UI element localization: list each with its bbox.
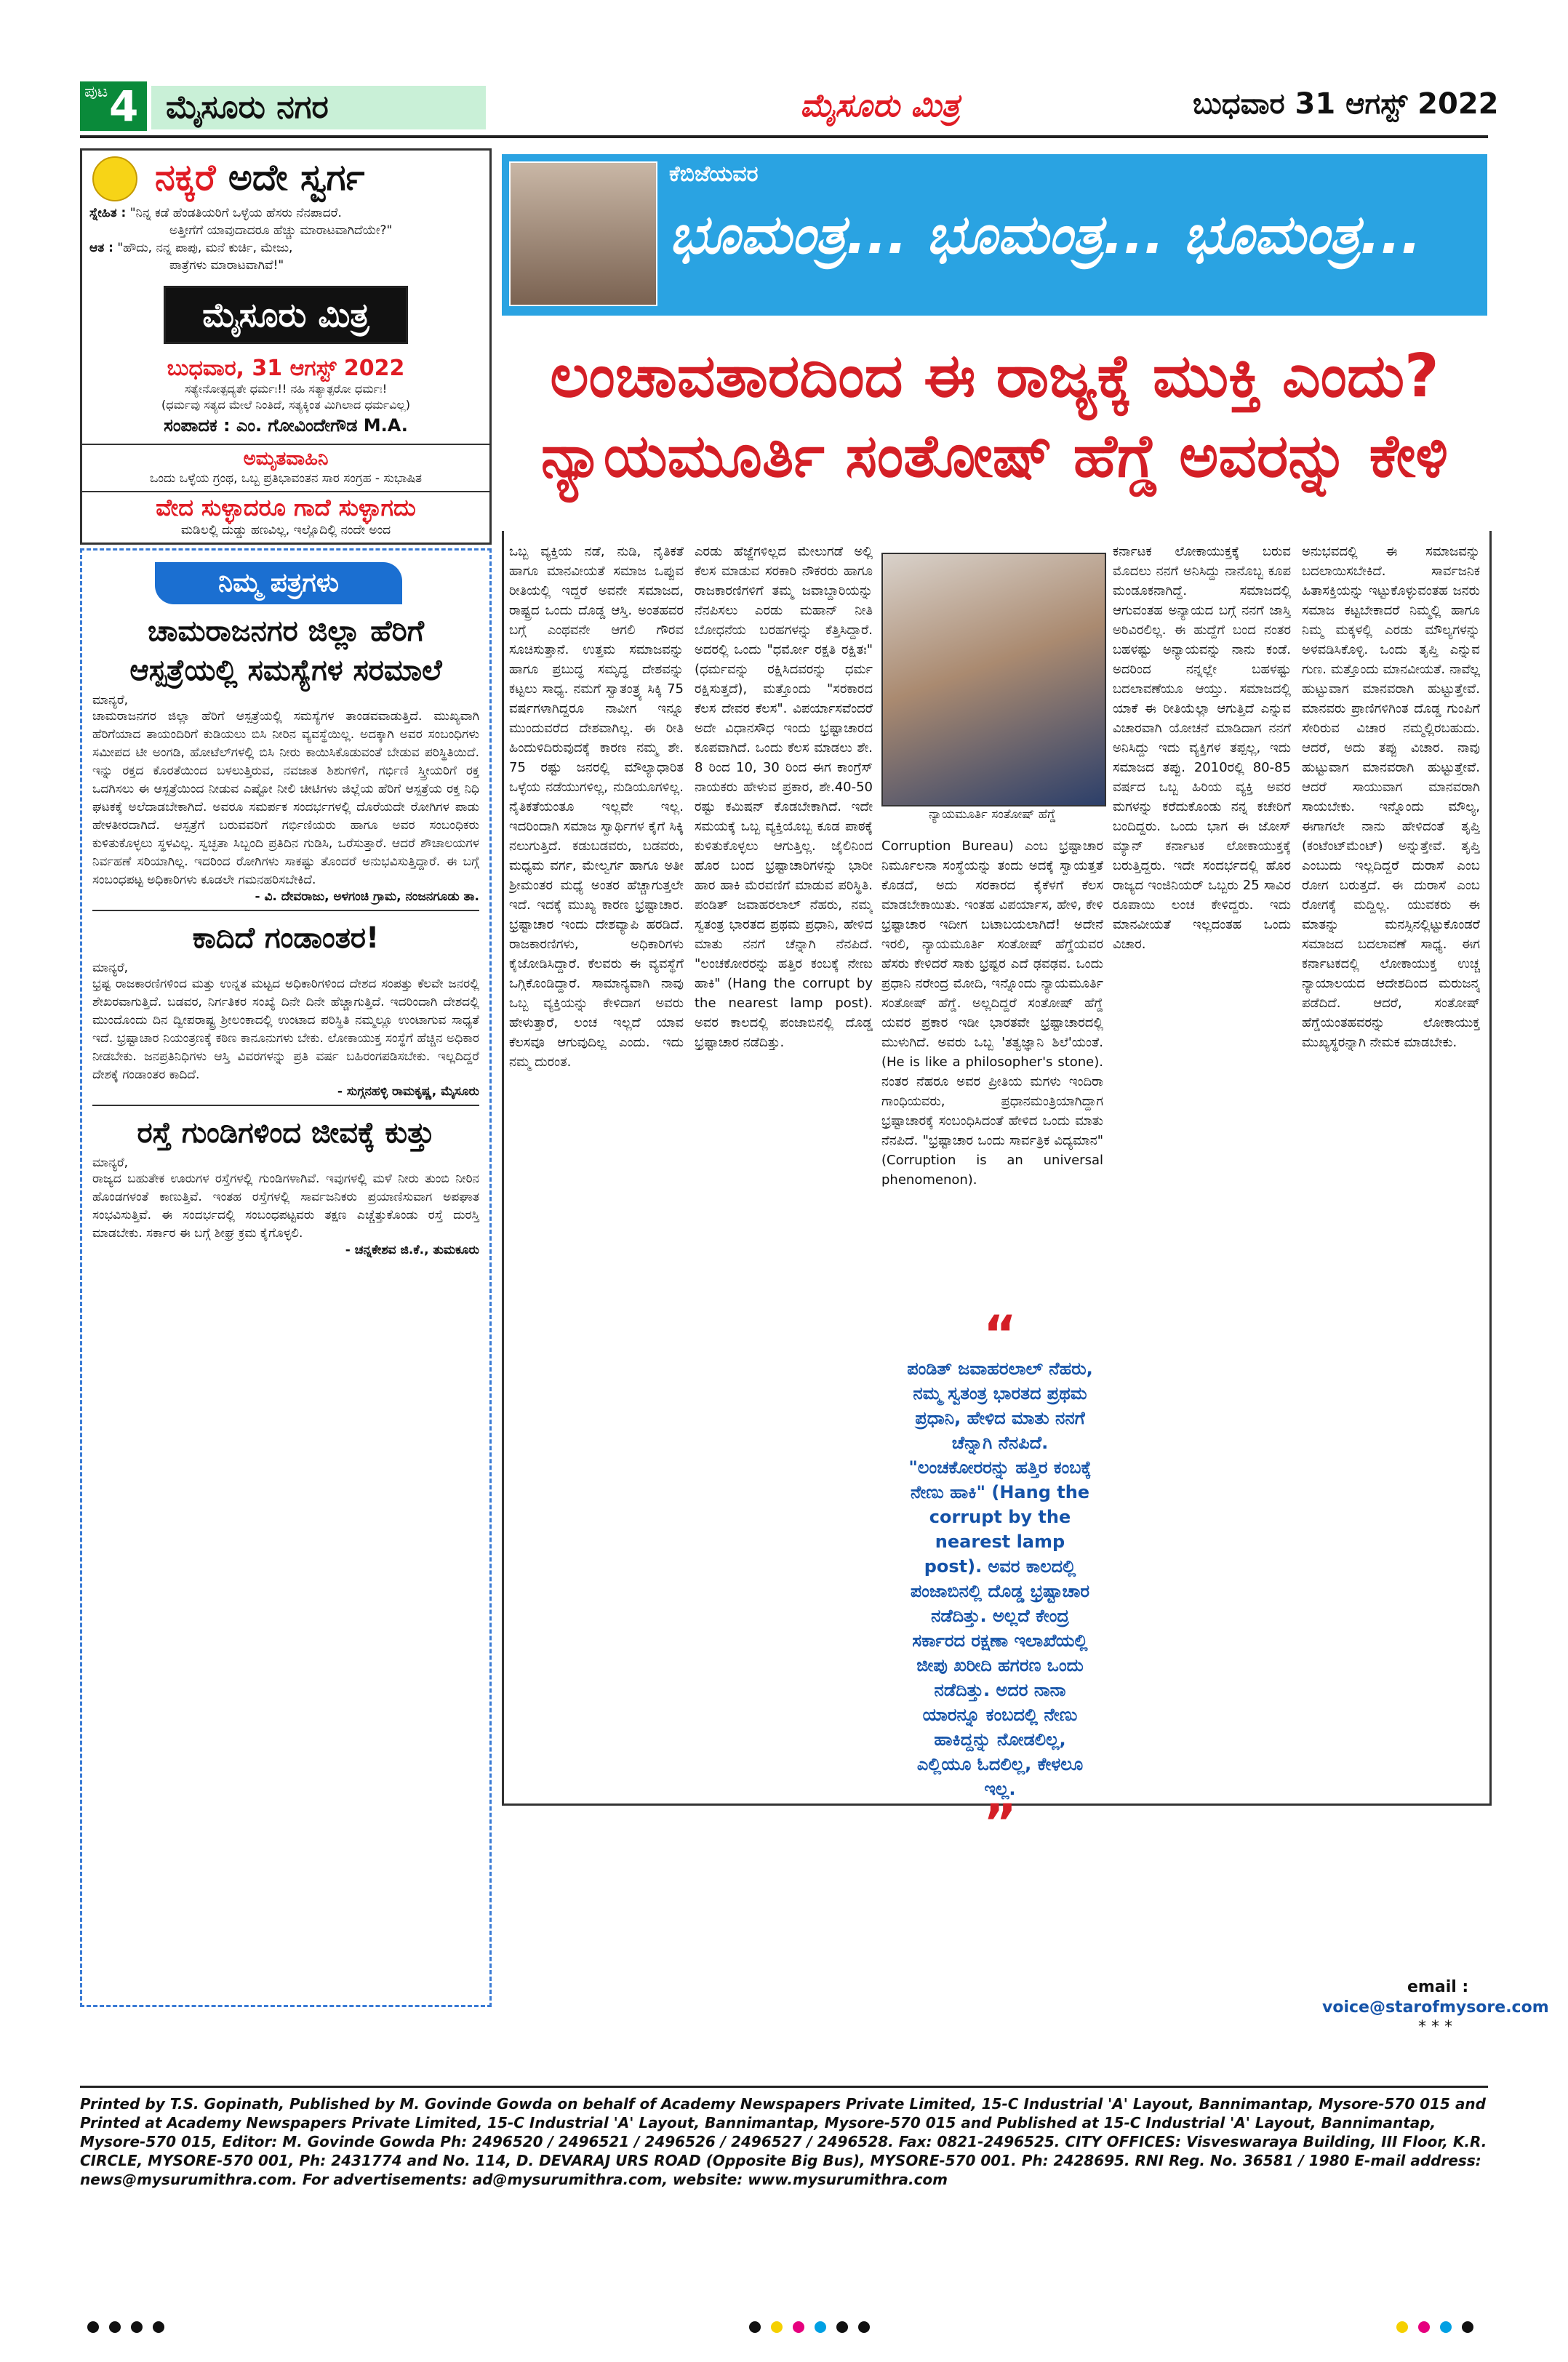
letter1-body: ಚಾಮರಾಜನಗರ ಜಿಲ್ಲಾ ಹೆರಿಗೆ ಆಸ್ಪತ್ರೆಯಲ್ಲಿ ಸಮಸ್ಯೆಗಳ ತಾಂಡವವಾಡುತ್ತಿದೆ. ಮುಖ್ಯವಾಗಿ ಹೆರಿಗೆಯಾದ ತಾಯಂದಿರಿಗೆ ಕುಡಿಯಲು ಬಿಸಿ ನೀರಿನ ವ್ಯವಸ್ಥೆಯಿಲ್ಲ. ಅದಕ್ಕಾಗಿ ಅವರ ಸಂಬಂಧಿಗಳು ಸಮೀಪದ ಟೀ ಅಂಗಡಿ, ಹೋಟೆಲ್‌ಗಳಲ್ಲಿ ಬಿಸಿ ನೀರು ಕಾಯಿಸಿಕೊಡುವಂತೆ ಬೇಡುವ ಪರಿಸ್ಥಿತಿಯಿದೆ. ಇನ್ನು ರಕ್ತದ ಕೊರತೆಯಿಂದ ಬಳಲುತ್ತಿರುವ, ನವಜಾತ ಶಿಶುಗಳಿಗೆ, ಗರ್ಭಿಣಿ ಸ್ತ್ರೀಯರಿಗೆ ರಕ್ತ ಒದಗಿಸಲು ಈ ಆಸ್ಪತ್ರೆಯಿಂದ ನೀಡುವ ಎಷ್ಟೋ ನೀಲಿ ಚೀಟಿಗಳು ಜಿಲ್ಲೆಯ ಹೆರಿಗೆ ಆಸ್ಪತ್ರೆಯ ರಕ್ತ ನಿಧಿ ಘಟಕಕ್ಕೆ ಅಲೆದಾಡಬೇಕಾಗಿದೆ. ಅವರೂ ಸಮರ್ಪಕ ಸಂದರ್ಭಗಳಲ್ಲಿ ದೊರೆಯದೇ ರೋಗಿಗಳ ಪಾಡು ಹೇಳತೀರದಾಗಿದೆ. ಆಸ್ಪತ್ರೆಗೆ ಬರುವವರಿಗೆ ಗರ್ಭಿಣಿಯರು ಹಾಗೂ ಅವರ ಸಂಬಂಧಿಕರು ಕುಳಿತುಕೊಳ್ಳಲು ಸ್ಥಳವಿಲ್ಲ. ಸ್ವಚ್ಛತಾ ಸಿಬ್ಬಂದಿ ಪ್ರತಿದಿನ ಗುಡಿಸಿ, ಒರೆಸುತ್ತಾರೆ. ಆದರೆ ಶೌಚಾಲಯಗಳ ನಿರ್ವಹಣೆ ಸರಿಯಾಗಿಲ್ಲ. ಇದರಿಂದ ರೋಗಿಗಳು ಸಾಕಷ್ಟು ತೊಂದರೆ ಅನುಭವಿಸುತ್ತಿದ್ದಾರೆ. ಈ ಬಗ್ಗೆ ಸಂಬಂಧಪಟ್ಟ ಅಧಿಕಾರಿಗಳು ಕೂಡಲೇ ಗಮನಹರಿಸಬೇಕಿದೆ. (92, 709, 479, 887)
left-info-box (80, 148, 492, 545)
proverb-title: ವೇದ ಸುಳ್ಳಾದರೂ ಗಾದೆ ಸುಳ್ಳಾಗದು (82, 491, 489, 522)
letters-section (80, 548, 492, 2007)
reg-dot-icon (1396, 2321, 1408, 2333)
open-quote-icon: “ (983, 1305, 1017, 1364)
justice-hegde-photo (881, 553, 1106, 806)
laughing-face-icon (92, 156, 137, 201)
page-number-badge (80, 81, 147, 131)
amrita-body: ಒಂದು ಒಳ್ಳೆಯ ಗ್ರಂಥ, ಒಬ್ಬ ಪ್ರತಿಭಾವಂತನ ಸಾರ ಸಂಗ್ರಹ - ಸುಭಾಷಿತ (149, 471, 423, 486)
joke-line: ಪಾತ್ರೆಗಳು ಮಾರಾಟವಾಗಿವೆ!" (169, 258, 284, 273)
article-column-2: ಎರಡು ಹೆಜ್ಜೆಗಳಿಲ್ಲದ ಮೇಲುಗಡೆ ಅಲ್ಲಿ ಕೆಲಸ ಮಾಡುವ ಸರಕಾರಿ ನೌಕರರು ಹಾಗೂ ರಾಜಕಾರಣಿಗಳಿಗೆ ತಮ್ಮ ಜವಾಬ್ದಾರಿಯನ್ನು ನೆನಪಿಸಲು ಎರಡು ಮಹಾನ್ ನೀತಿ ಬೋಧನೆಯ ಬರಹಗಳನ್ನು ಕೆತ್ತಿಸಿದ್ದಾರೆ. ಅದರಲ್ಲಿ ಒಂದು "ಧರ್ಮೋ ರಕ್ಷತಿ ರಕ್ಷಿತಃ" (ಧರ್ಮವನ್ನು ರಕ್ಷಿಸಿದವರನ್ನು ಧರ್ಮ ರಕ್ಷಿಸುತ್ತದೆ), ಮತ್ತೊಂದು "ಸರಕಾರದ ಕೆಲಸ ದೇವರ ಕೆಲಸ". ವಿಪರ್ಯಾಸವೆಂದರೆ ಅದೇ ವಿಧಾನಸೌಧ ಇಂದು ಭ್ರಷ್ಟಾಚಾರದ ಕೂಪವಾಗಿದೆ. ಒಂದು ಕೆಲಸ ಮಾಡಲು ಶೇ. 8 ರಿಂದ 10, 30 ರಿಂದ ಈಗ ಕಾಂಗ್ರೆಸ್ ನಾಯಕರು ಹೇಳುವ ಪ್ರಕಾರ, ಶೇ.40-50 ರಷ್ಟು ಕಮಿಷನ್ ಕೊಡಬೇಕಾಗಿದೆ. ಇದೇ ಸಮಯಕ್ಕೆ ಒಬ್ಬ ವ್ಯಕ್ತಿಯೊಬ್ಬ ಕೂಡ ಪಾಠಕ್ಕೆ ಕುಳಿತುಕೊಳ್ಳಲು ಆಗುತ್ತಿಲ್ಲ. ಜೈಲಿನಿಂದ ಹೊರ ಬಂದ ಭ್ರಷ್ಟಾಚಾರಿಗಳನ್ನು ಭಾರೀ ಹಾರ ಹಾಕಿ ಮೆರವಣಿಗೆ ಮಾಡುವ ಪರಿಸ್ಥಿತಿ. ಪಂಡಿತ್ ಜವಾಹರಲಾಲ್ ನೆಹರು, ನಮ್ಮ ಸ್ವತಂತ್ರ ಭಾರತದ ಪ್ರಥಮ ಪ್ರಧಾನಿ, ಹೇಳಿದ ಮಾತು ನನಗೆ ಚೆನ್ನಾಗಿ ನೆನಪಿದೆ. "ಲಂಚಕೋರರನ್ನು ಹತ್ತಿರ ಕಂಬಕ್ಕೆ ನೇಣು ಹಾಕಿ" (Hang the corrupt by the nearest lamp post). ಅವರ ಕಾಲದಲ್ಲಿ ಪಂಜಾಬಿನಲ್ಲಿ ದೊಡ್ಡ ಭ್ರಷ್ಟಾಚಾರ ನಡೆದಿತ್ತು. (695, 544, 873, 1050)
divider (92, 910, 479, 911)
motto-line: ಸತ್ಯೇನೋತ್ಪದ್ಯತೇ ಧರ್ಮಃ!! ನಹಿ ಸತ್ಯಾತ್ಪರೋ ಧರ್ಮಃ! (184, 382, 388, 396)
reg-dot-icon (109, 2321, 121, 2333)
letter3-signature: - ಚನ್ನಕೇಶವ ಜಿ.ಕೆ., ತುಮಕೂರು (345, 1243, 479, 1257)
joke-header (82, 151, 489, 204)
amrita-title: ಅಮೃತವಾಹಿನಿ (82, 444, 489, 471)
joke-line: ಸ್ನೇಹಿತ : "ನಿನ್ನ ಕಡೆ ಹೆಂಡತಿಯರಿಗೆ ಒಳ್ಳೆಯ ಹೆಸರು ನೆನಪಾದರೆ. (89, 206, 342, 220)
email-link[interactable]: voice@starofmysore.com (1322, 1998, 1549, 2017)
section-title: ಮೈಸೂರು ನಗರ (151, 86, 486, 129)
reg-dot-icon (87, 2321, 99, 2333)
reg-dot-icon (131, 2321, 143, 2333)
divider (92, 1105, 479, 1106)
page-number: 4 (109, 81, 139, 131)
column-title: ಭೂಮಂತ್ರ... ಭೂಮಂತ್ರ... ಭೂಮಂತ್ರ... (669, 204, 1422, 266)
editor-line: ಸಂಪಾದಕ : ಎಂ. ಗೋವಿಂದೇಗೌಡ M.A. (164, 415, 408, 436)
columnist-photo (509, 161, 657, 306)
letter1-title-b: ಆಸ್ಪತ್ರೆಯಲ್ಲಿ ಸಮಸ್ಯೆಗಳ ಸರಮಾಲೆ (129, 654, 442, 687)
joke-title-prefix: ನಕ್ಕರೆ (155, 156, 216, 199)
email-label: email : (1407, 1978, 1469, 1996)
reg-dot-icon (1462, 2321, 1473, 2333)
article-headline-1: ಲಂಚಾವತಾರದಿಂದ ಈ ರಾಜ್ಯಕ್ಕೆ ಮುಕ್ತಿ ಎಂದು? (550, 342, 1439, 411)
article-column-4: ಕರ್ನಾಟಕ ಲೋಕಾಯುಕ್ತಕ್ಕೆ ಬರುವ ಮೊದಲು ನನಗೆ ಅನಿಸಿದ್ದು ನಾನೊಬ್ಬ ಕೂಪ ಮಂಡೂಕನಾಗಿದ್ದೆ. ಸಮಾಜದಲ್ಲಿ ಆಗುವಂತಹ ಅನ್ಯಾಯದ ಬಗ್ಗೆ ನನಗೆ ಜಾಸ್ತಿ ಅರಿವಿರಲಿಲ್ಲ. ಈ ಹುದ್ದೆಗೆ ಬಂದ ನಂತರ ಬಹಳಷ್ಟು ಅನ್ಯಾಯವನ್ನು ನಾನು ಕಂಡೆ. ಅದರಿಂದ ನನ್ನಲ್ಲೇ ಬಹಳಷ್ಟು ಬದಲಾವಣೆಯೂ ಆಯ್ತು. ಸಮಾಜದಲ್ಲಿ ಯಾಕೆ ಈ ರೀತಿಯೆಲ್ಲಾ ಆಗುತ್ತಿದೆ ಎನ್ನುವ ವಿಚಾರವಾಗಿ ಯೋಚನೆ ಮಾಡಿದಾಗ ನನಗೆ ಅನಿಸಿದ್ದು ಇದು ವ್ಯಕ್ತಿಗಳ ತಪ್ಪಲ್ಲ, ಇದು ಸಮಾಜದ ತಪ್ಪು. 2010ರಲ್ಲಿ 80-85 ವರ್ಷದ ಒಬ್ಬ ಹಿರಿಯ ವ್ಯಕ್ತಿ ಅವರ ಮಗಳನ್ನು ಕರೆದುಕೊಂಡು ನನ್ನ ಕಚೇರಿಗೆ ಬಂದಿದ್ದರು. ಒಂದು ಭಾಗ ಈ ಜೋಸ್ ಮ್ಯಾನ್ ಕರ್ನಾಟಕ ಲೋಕಾಯುಕ್ತಕ್ಕೆ ಬರುತ್ತಿದ್ದರು. ಇದೇ ಸಂದರ್ಭದಲ್ಲಿ ಹೊರ ರಾಜ್ಯದ ಇಂಜಿನಿಯರ್ ಒಬ್ಬರು 25 ಸಾವಿರ ರೂಪಾಯಿ ಲಂಚ ಕೇಳಿದ್ದರು. ಇದು ಮಾನವೀಯತೆ ಇಲ್ಲದಂತಹ ಒಂದು ವಿಚಾರ. (1113, 544, 1291, 952)
footer-imprint: Printed by T.S. Gopinath, Published by M. Govinde Gowda on behalf of Academy Newspapers Private Limited, 15-C Industrial 'A' Layout, Bannimantap, Mysore-570 015 and Printed at Academy Newspapers Private Limited, 15-C Industrial 'A' Layout, Bannimantap, Mysore-570 015 and Published at 15-C Industrial 'A' Layout, Bannimantap, Mysore-570 015, Editor: M. Govinde Gowda Ph: 2496520 / 2496521 / 2496526 / 2496527 / 2496528. Fax: 0821-2496525. CITY OFFICES: Visveswaraya Building, III Floor, K.R. CIRCLE, MYSORE-570 001, Ph: 2431774 and No. 114, D. DEVARAJ URS ROAD (Opposite Big Bus), MYSORE-570 001. Ph: 2428695. RNI Reg. No. 36581 / 1980 E-mail address: news@mysurumithra.com. For advertisements: ad@mysurumithra.com, website: www.mysurumithra.com (80, 2095, 1487, 2188)
page-label: ಪುಟ (84, 83, 108, 101)
reg-dot-icon (749, 2321, 761, 2333)
end-stars: * * * (1418, 2018, 1452, 2036)
joke-line: ಆತ : "ಹೌದು, ನನ್ನ ಪಾಪು, ಮನೆ ಕುರ್ಚಿ, ಮೇಜು, (89, 241, 293, 255)
letter1-salute: ಮಾನ್ಯರೆ, (92, 693, 129, 708)
article-column-5: ಅನುಭವದಲ್ಲಿ ಈ ಸಮಾಜವನ್ನು ಬದಲಾಯಿಸಬೇಕಿದೆ. ಸಾರ್ವಜನಿಕ ಹಿತಾಸಕ್ತಿಯನ್ನು ಇಟ್ಟುಕೊಳ್ಳುವಂತಹ ಜನರು ಸಮಾಜ ಕಟ್ಟಬೇಕಾದರೆ ನಿಮ್ಮಲ್ಲಿ ಹಾಗೂ ನಿಮ್ಮ ಮಕ್ಕಳಲ್ಲಿ ಎರಡು ಮೌಲ್ಯಗಳನ್ನು ಅಳವಡಿಸಿಕೊಳ್ಳಿ. ಒಂದು ತೃಪ್ತಿ ಎನ್ನುವ ಗುಣ. ಮತ್ತೊಂದು ಮಾನವೀಯತೆ. ನಾವೆಲ್ಲ ಹುಟ್ಟುವಾಗ ಮಾನವರಾಗಿ ಹುಟ್ಟುತ್ತೇವೆ. ಮಾನವರು ಪ್ರಾಣಿಗಳಿಗಿಂತ ದೊಡ್ಡ ಗುಂಪಿಗೆ ಸೇರಿರುವ ವಿಚಾರ ನಮ್ಮಲ್ಲಿರಬಹುದು. ಆದರೆ, ಅದು ತಪ್ಪು ವಿಚಾರ. ನಾವು ಹುಟ್ಟುವಾಗ ಮಾನವರಾಗಿ ಹುಟ್ಟುತ್ತೇವೆ. ಆದರೆ ಸಾಯುವಾಗ ಮಾನವರಾಗಿ ಸಾಯಬೇಕು. ಇನ್ನೊಂದು ಮೌಲ್ಯ, ಈಗಾಗಲೇ ನಾನು ಹೇಳಿದಂತೆ ತೃಪ್ತಿ (ಕಂಟೆಂಟ್‌ಮೆಂಟ್) ಅನ್ನುತ್ತೇವೆ. ತೃಪ್ತಿ ಎಂಬುದು ಇಲ್ಲದಿದ್ದರೆ ದುರಾಸೆ ಎಂಬ ರೋಗ ಬರುತ್ತದೆ. ಈ ದುರಾಸೆ ಎಂಬ ರೋಗಕ್ಕೆ ಮದ್ದಿಲ್ಲ. ಯುವಕರು ಈ ಮಾತನ್ನು ಮನಸ್ಸಿನಲ್ಲಿಟ್ಟುಕೊಂಡರೆ ಸಮಾಜದ ಬದಲಾವಣೆ ಸಾಧ್ಯ. ಈಗ ಕರ್ನಾಟಕದಲ್ಲಿ ಲೋಕಾಯುಕ್ತ ಉಚ್ಚ ನ್ಯಾಯಾಲಯದ ಆದೇಶದಿಂದ ಮರುಜನ್ಮ ಪಡೆದಿದೆ. ಆದರೆ, ಸಂತೋಷ್ ಹೆಗ್ಡೆಯಂತಹವರನ್ನು ಲೋಕಾಯುಕ್ತ ಮುಖ್ಯಸ್ಥರನ್ನಾಗಿ ನೇಮಕ ಮಾಡಬೇಕು. (1302, 544, 1480, 1050)
reg-dot-icon (771, 2321, 783, 2333)
letter1-signature: - ವಿ. ದೇವರಾಜು, ಅಳಗಂಚಿ ಗ್ರಾಮ, ನಂಜನಗೂಡು ತಾ. (255, 889, 479, 904)
joke-line: ಅತ್ತೀಗೆಗೆ ಯಾವುದಾದರೂ ಹೆಚ್ಚು ಮಾರಾಟವಾಗಿದೆಯೇ?" (169, 223, 393, 238)
masthead-box-logo: ಮೈಸೂರು ಮಿತ್ರ (164, 286, 408, 344)
header-date: ಬುಧವಾರ 31 ಆಗಸ್ಟ್ 2022 (1193, 87, 1499, 121)
masthead-box-date: ಬುಧವಾರ, 31 ಆಗಸ್ಟ್ 2022 (167, 356, 405, 381)
article-column-1: ಒಬ್ಬ ವ್ಯಕ್ತಿಯ ನಡೆ, ನುಡಿ, ನೈತಿಕತೆ ಹಾಗೂ ಮಾನವೀಯತೆ ಸಮಾಜ ಒಪ್ಪುವ ರೀತಿಯಲ್ಲಿ ಇದ್ದರೆ ಅವನೇ ಸಮಾಜದ, ರಾಷ್ಟ್ರದ ಒಂದು ದೊಡ್ಡ ಆಸ್ತಿ. ಅಂತಹವರ ಬಗ್ಗೆ ಎಂಥವನೇ ಆಗಲಿ ಗೌರವ ಸೂಚಿಸುತ್ತಾನೆ. ಉತ್ತಮ ಸಮಾಜವನ್ನು ಹಾಗೂ ಪ್ರಬುದ್ಧ ಸಮೃದ್ಧ ದೇಶವನ್ನು ಕಟ್ಟಲು ಸಾಧ್ಯ. ನಮಗೆ ಸ್ವಾತಂತ್ರ್ಯ ಸಿಕ್ಕಿ 75 ವರ್ಷಗಳಾಗಿದ್ದರೂ ನಾವೀಗ ಇನ್ನೂ ಮುಂದುವರೆದ ದೇಶವಾಗಿಲ್ಲ. ಈ ರೀತಿ ಹಿಂದುಳಿದಿರುವುದಕ್ಕೆ ಕಾರಣ ನಮ್ಮ ಶೇ. 75 ರಷ್ಟು ಜನರಲ್ಲಿ ಮೌಲ್ಯಾಧಾರಿತ ಒಳ್ಳೆಯ ನಡೆಯುಗಳಿಲ್ಲ, ನುಡಿಯೂಗಳಿಲ್ಲ. ನೈತಿಕತೆಯಂತೂ ಇಲ್ಲವೇ ಇಲ್ಲ. ಇದರಿಂದಾಗಿ ಸಮಾಜ ಸ್ವಾರ್ಥಿಗಳ ಕೈಗೆ ಸಿಕ್ಕಿ ನಲುಗುತ್ತಿದೆ. ಕಡುಬಡವರು, ಬಡವರು, ಮಧ್ಯಮ ವರ್ಗ, ಮೇಲ್ವರ್ಗ ಹಾಗೂ ಅತೀ ಶ್ರೀಮಂತರ ಮಧ್ಯೆ ಅಂತರ ಹೆಚ್ಚಾಗುತ್ತಲೇ ಇದೆ. ಇದಕ್ಕೆ ಮುಖ್ಯ ಕಾರಣ ಭ್ರಷ್ಟಾಚಾರ. ಭ್ರಷ್ಟಾಚಾರ ಇಂದು ದೇಶವ್ಯಾಪಿ ಹರಡಿದೆ. ರಾಜಕಾರಣಿಗಳು, ಅಧಿಕಾರಿಗಳು ಕೈಜೋಡಿಸಿದ್ದಾರೆ. ಕೆಲವರು ಈ ವ್ಯವಸ್ಥೆಗೆ ಒಗ್ಗಿಕೊಂಡಿದ್ದಾರೆ. ಸಾಮಾನ್ಯವಾಗಿ ನಾವು ಒಬ್ಬ ವ್ಯಕ್ತಿಯನ್ನು ಕೇಳಿದಾಗ ಅವರು ಹೇಳುತ್ತಾರೆ, ಲಂಚ ಇಲ್ಲದೆ ಯಾವ ಕೆಲಸವೂ ಆಗುವುದಿಲ್ಲ ಎಂದು. ಇದು ನಮ್ಮ ದುರಂತ. (509, 544, 684, 1070)
photo-caption: ನ್ಯಾಯಮೂರ್ತಿ ಸಂತೋಷ್ ಹೆಗ್ಡೆ (929, 807, 1056, 822)
reg-dot-icon (153, 2321, 164, 2333)
masthead-logo: ಮೈಸೂರು ಮಿತ್ರ (800, 87, 960, 124)
reg-dot-icon (836, 2321, 848, 2333)
reg-dot-icon (1418, 2321, 1430, 2333)
footer-divider (80, 2086, 1488, 2088)
letter3-title: ರಸ್ತೆ ಗುಂಡಿಗಳಿಂದ ಜೀವಕ್ಕೆ ಕುತ್ತು (137, 1116, 435, 1150)
article-headline-2: ನ್ಯಾಯಮೂರ್ತಿ ಸಂತೋಷ್ ಹೆಗ್ಡೆ ಅವರನ್ನು ಕೇಳಿ (540, 422, 1449, 491)
reg-dot-icon (793, 2321, 804, 2333)
letter3-body: ರಾಜ್ಯದ ಬಹುತೇಕ ಊರುಗಳ ರಸ್ತೆಗಳಲ್ಲಿ ಗುಂಡಿಗಳಾಗಿವೆ. ಇವುಗಳಲ್ಲಿ ಮಳೆ ನೀರು ತುಂಬಿ ನೀರಿನ ಹೊಂಡಗಳಂತೆ ಕಾಣುತ್ತಿವೆ. ಇಂತಹ ರಸ್ತೆಗಳಲ್ಲಿ ಸಾರ್ವಜನಿಕರು ಪ್ರಯಾಣಿಸುವಾಗ ಅಪಘಾತ ಸಂಭವಿಸುತ್ತಿವೆ. ಈ ಸಂದರ್ಭದಲ್ಲಿ ಸಂಬಂಧಪಟ್ಟವರು ತಕ್ಷಣ ಎಚ್ಚೆತ್ತುಕೊಂಡು ರಸ್ತೆ ದುರಸ್ತಿ ಮಾಡಬೇಕು. ಸರ್ಕಾರ ಈ ಬಗ್ಗೆ ಶೀಘ್ರ ಕ್ರಮ ಕೈಗೊಳ್ಳಲಿ. (92, 1172, 479, 1241)
letter2-signature: - ಸುಗ್ಗನಹಳ್ಳಿ ರಾಮಕೃಷ್ಣ, ಮೈಸೂರು (337, 1084, 479, 1099)
columnist-name: ಕೆಬಿಜೆಯವರ (669, 161, 759, 187)
letter2-salute: ಮಾನ್ಯರೆ, (92, 961, 129, 975)
joke-title-suffix: ಅದೇ ಸ್ವರ್ಗ (228, 156, 365, 199)
letters-banner: ನಿಮ್ಮ ಪತ್ರಗಳು (155, 562, 402, 604)
reg-dot-icon (815, 2321, 826, 2333)
letter2-body: ಭ್ರಷ್ಟ ರಾಜಕಾರಣಿಗಳಿಂದ ಮತ್ತು ಉನ್ನತ ಮಟ್ಟದ ಅಧಿಕಾರಿಗಳಿಂದ ದೇಶದ ಸಂಪತ್ತು ಕೆಲವೇ ಜನರಲ್ಲಿ ಶೇಖರವಾಗುತ್ತಿದೆ. ಬಡವರ, ನಿರ್ಗತಿಕರ ಸಂಖ್ಯೆ ದಿನೇ ದಿನೇ ಹೆಚ್ಚಾಗುತ್ತಿದೆ. ಇದರಿಂದಾಗಿ ದೇಶದಲ್ಲಿ ಮುಂದೊಂದು ದಿನ ದ್ವೀಪರಾಷ್ಟ್ರ ಶ್ರೀಲಂಕಾದಲ್ಲಿ ಉಂಟಾದ ಪರಿಸ್ಥಿತಿ ನಮ್ಮಲ್ಲೂ ಉಂಟಾಗುವ ಸಾಧ್ಯತೆ ಇದೆ. ಭ್ರಷ್ಟಾಚಾರ ನಿಯಂತ್ರಣಕ್ಕೆ ಕಠಿಣ ಕಾನೂನುಗಳು ಬೇಕು. ಲೋಕಾಯುಕ್ತ ಸಂಸ್ಥೆಗೆ ಹೆಚ್ಚಿನ ಅಧಿಕಾರ ನೀಡಬೇಕು. ಜನಪ್ರತಿನಿಧಿಗಳು ಆಸ್ತಿ ವಿವರಗಳನ್ನು ಪ್ರತಿ ವರ್ಷ ಬಹಿರಂಗಪಡಿಸಬೇಕು. ಇಲ್ಲದಿದ್ದರೆ ದೇಶಕ್ಕೆ ಗಂಡಾಂತರ ಕಾದಿದೆ. (92, 977, 479, 1082)
pull-quote: ಪಂಡಿತ್ ಜವಾಹರಲಾಲ್ ನೆಹರು, ನಮ್ಮ ಸ್ವತಂತ್ರ ಭಾರತದ ಪ್ರಥಮ ಪ್ರಧಾನಿ, ಹೇಳಿದ ಮಾತು ನನಗೆ ಚೆನ್ನಾಗಿ ನೆನಪಿದೆ. "ಲಂಚಕೋರರನ್ನು ಹತ್ತಿರ ಕಂಬಕ್ಕೆ ನೇಣು ಹಾಕಿ" (Hang the corrupt by the nearest lamp post). ಅವರ ಕಾಲದಲ್ಲಿ ಪಂಜಾಬಿನಲ್ಲಿ ದೊಡ್ಡ ಭ್ರಷ್ಟಾಚಾರ ನಡೆದಿತ್ತು. ಅಲ್ಲದೆ ಕೇಂದ್ರ ಸರ್ಕಾರದ ರಕ್ಷಣಾ ಇಲಾಖೆಯಲ್ಲಿ ಜೀಪು ಖರೀದಿ ಹಗರಣ ಒಂದು ನಡೆದಿತ್ತು. ಅದರ ನಾನಾ ಯಾರನ್ನೂ ಕಂಬದಲ್ಲಿ ನೇಣು ಹಾಕಿದ್ದನ್ನು ನೋಡಲಿಲ್ಲ, ಎಲ್ಲಿಯೂ ಓದಲಿಲ್ಲ, ಕೇಳಲೂ ಇಲ್ಲ. (907, 1358, 1093, 1799)
reg-dot-icon (858, 2321, 870, 2333)
reg-dot-icon (1440, 2321, 1452, 2333)
proverb-body: ಮಡಿಲಲ್ಲಿ ದುಡ್ಡು ಹಣವಿಲ್ಲ, ಇಲ್ಲೊದಿಲ್ಲಿ ನಂದೇ ಅಂದ (180, 523, 391, 537)
letter1-title-a: ಚಾಮರಾಜನಗರ ಜಿಲ್ಲಾ ಹೆರಿಗೆ (148, 614, 424, 648)
registration-marks (80, 2321, 1488, 2339)
letter3-salute: ಮಾನ್ಯರೆ, (92, 1156, 129, 1170)
close-quote-icon: ” (983, 1793, 1017, 1853)
letter2-title: ಕಾದಿದೆ ಗಂಡಾಂತರ! (192, 921, 380, 955)
pull-quote-box (905, 1305, 1095, 1853)
article-column-3: Corruption Bureau) ಎಂಬ ಭ್ರಷ್ಟಾಚಾರ ನಿರ್ಮೂಲನಾ ಸಂಸ್ಥೆಯನ್ನು ತಂದು ಅದಕ್ಕೆ ಸ್ವಾಯತ್ತತೆ ಕೊಡದೆ, ಅದು ಸರಕಾರದ ಕೈಕೆಳಗೆ ಕೆಲಸ ಮಾಡಬೇಕಾಯಿತು. ಇಂತಹ ವಿಪರ್ಯಾಸ, ಹೇಳಿ, ಕೇಳಿ ಭ್ರಷ್ಟಾಚಾರ ಇದೀಗ ಬಟಾಬಯಲಾಗಿದೆ! ಅದೇನೆ ಇರಲಿ, ನ್ಯಾಯಮೂರ್ತಿ ಸಂತೋಷ್ ಹೆಗ್ಡೆಯವರ ಹೆಸರು ಕೇಳಿದರೆ ಸಾಕು ಭ್ರಷ್ಟರ ಎದೆ ಢವಢವ. ಒಂದು ಪ್ರಧಾನಿ ನರೇಂದ್ರ ಮೋದಿ, ಇನ್ನೊಂದು ನ್ಯಾಯಮೂರ್ತಿ ಸಂತೋಷ್ ಹೆಗ್ಡೆ. ಅಲ್ಲದಿದ್ದರೆ ಸಂತೋಷ್ ಹೆಗ್ಡೆ ಯವರ ಪ್ರಕಾರ ಇಡೀ ಭಾರತವೇ ಭ್ರಷ್ಟಾಚಾರದಲ್ಲಿ ಮುಳುಗಿದೆ. ಅವರು ಒಬ್ಬ 'ತತ್ವಜ್ಞಾನಿ ಶಿಲೆ'ಯಂತೆ. (He is like a philosopher's stone). ನಂತರ ನೆಹರೂ ಅವರ ಪ್ರೀತಿಯ ಮಗಳು ಇಂದಿರಾ ಗಾಂಧಿಯವರು, ಪ್ರಧಾನಮಂತ್ರಿಯಾಗಿದ್ದಾಗ ಭ್ರಷ್ಟಾಚಾರಕ್ಕೆ ಸಂಬಂಧಿಸಿದಂತೆ ಹೇಳಿದ ಒಂದು ಮಾತು ನೆನಪಿದೆ. "ಭ್ರಷ್ಟಾಚಾರ ಒಂದು ಸಾರ್ವತ್ರಿಕ ವಿದ್ಯಮಾನ" (Corruption is an universal phenomenon). (881, 838, 1103, 1188)
header-divider (80, 135, 1488, 138)
motto-translation: (ಧರ್ಮವು ಸತ್ಯದ ಮೇಲೆ ನಿಂತಿದೆ, ಸತ್ಯಕ್ಕಿಂತ ಮಿಗಿಲಾದ ಧರ್ಮವಿಲ್ಲ) (161, 398, 410, 412)
